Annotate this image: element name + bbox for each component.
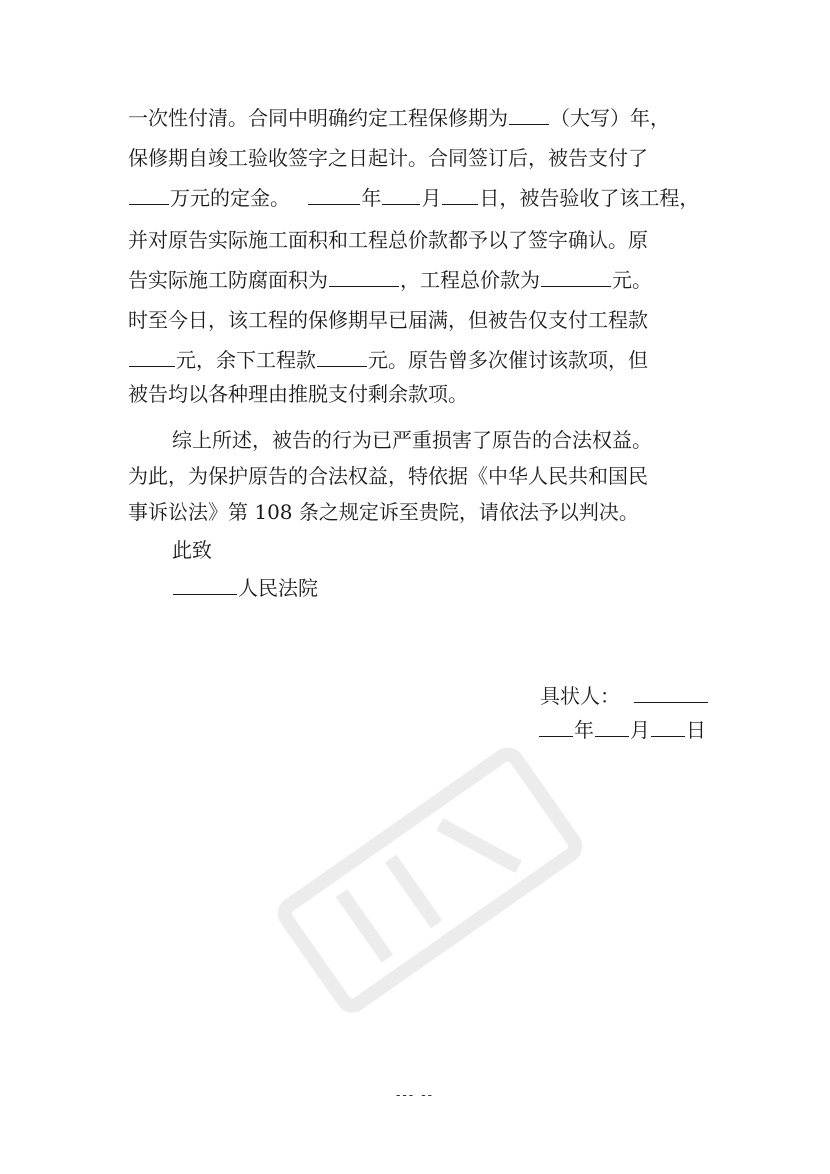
paragraph-line: 事诉讼法》第 108 条之规定诉至贵院，请依法予以判决。: [128, 500, 639, 524]
signer-line: 具状人：: [540, 682, 709, 710]
blank-field: [129, 184, 169, 205]
paragraph-line: 并对原告实际施工面积和工程总价款都予以了签字确认。原: [128, 228, 648, 252]
paragraph-line: 为此，为保护原告的合法权益，特依据《中华人民共和国民: [128, 464, 648, 488]
paragraph-line: 告实际施工防腐面积为 ，工程总价款为 元。: [128, 268, 652, 292]
paragraph-line: 一次性付清。合同中明确约定工程保修期为 （大写）年，: [128, 106, 670, 130]
court-addressee: 人民法院: [172, 574, 762, 602]
paragraph-line: 保修期自竣工验收签字之日起计。合同签订后，被告支付了: [128, 146, 648, 170]
signature-date: 年 月 日: [538, 716, 706, 744]
blank-field: [173, 574, 237, 595]
blank-field: [317, 346, 367, 367]
blank-field: [595, 716, 629, 737]
blank-field: [509, 104, 549, 125]
page-footer: --- --: [395, 1088, 435, 1103]
paragraph-line: 时至今日，该工程的保修期早已届满，但被告仅支付工程款: [128, 308, 648, 332]
paragraph-line: 被告均以各种理由推脱支付剩余款项。: [128, 382, 468, 406]
blank-field: [329, 266, 399, 287]
blank-field: [651, 716, 685, 737]
blank-field: [308, 184, 360, 205]
blank-field: [129, 346, 175, 367]
blank-field: [541, 266, 611, 287]
paragraph-line: 综上所述，被告的行为已严重损害了原告的合法权益。: [172, 428, 652, 452]
blank-field: [442, 184, 478, 205]
salutation: 此致: [172, 538, 212, 562]
blank-field: [539, 716, 573, 737]
blank-field: [382, 184, 420, 205]
blank-field: [634, 682, 708, 703]
paragraph-line: 万元的定金。 年 月 日，被告验收了该工程，: [128, 184, 718, 212]
watermark-icon: [250, 700, 610, 1060]
paragraph-line: 元，余下工程款 元。原告曾多次催讨该款项，但: [128, 346, 718, 374]
